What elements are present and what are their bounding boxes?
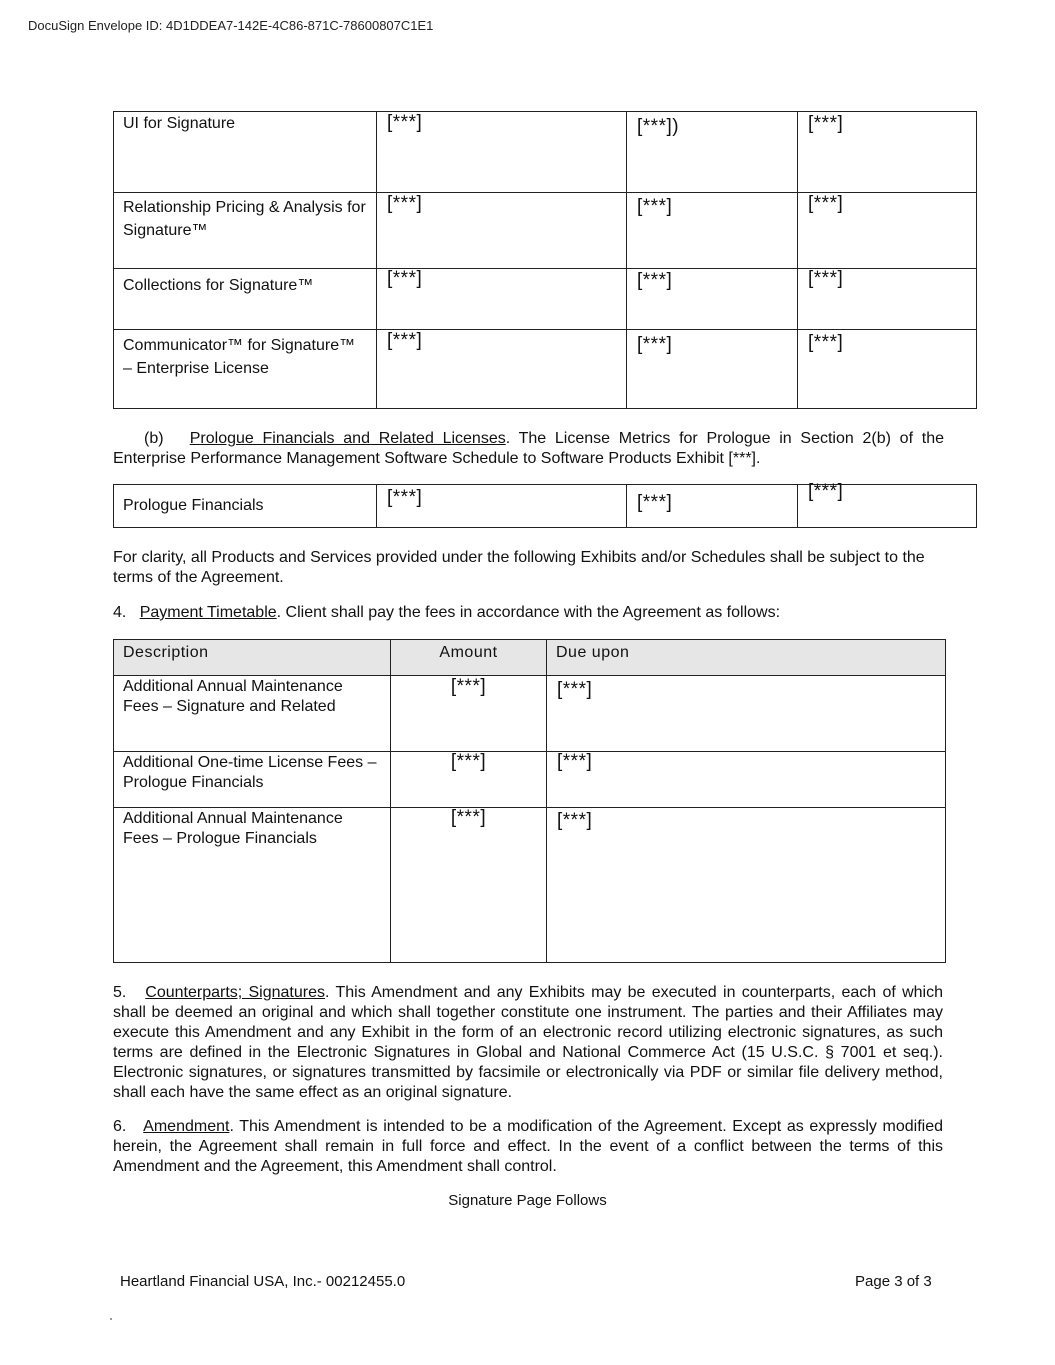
section-6-paragraph bbox=[113, 1117, 943, 1177]
section-4-paragraph bbox=[113, 603, 953, 623]
redacted-value: [***]) bbox=[637, 116, 680, 137]
redacted-value: [***] bbox=[637, 196, 673, 217]
license-table bbox=[113, 111, 977, 409]
product-name: Collections for Signature™ bbox=[123, 277, 314, 294]
redacted-value: [***] bbox=[387, 268, 423, 289]
footer-page-number: Page 3 of 3 bbox=[855, 1273, 932, 1290]
product-name: Prologue Financials bbox=[123, 497, 264, 514]
fee-due: [***] bbox=[557, 679, 593, 700]
section-4-number: 4. bbox=[113, 604, 127, 621]
product-name: Relationship Pricing & Analysis for Signature™ bbox=[123, 199, 366, 239]
redacted-value: [***] bbox=[808, 268, 844, 289]
section-6-number: 6. bbox=[113, 1118, 127, 1135]
section-5-paragraph bbox=[113, 983, 943, 1103]
redacted-value: [***] bbox=[387, 487, 423, 508]
table-row bbox=[114, 485, 977, 528]
redacted-value: [***] bbox=[808, 332, 844, 353]
table-row bbox=[114, 752, 946, 808]
table-row bbox=[114, 112, 977, 193]
redacted-value: [***] bbox=[387, 193, 423, 214]
table-row bbox=[114, 269, 977, 330]
section-6-text: . This Amendment is intended to be a modification of the Agreement. Except as expressly modified herein, the Agreement shall remain in full force and effect. In the event of a conflict between the terms of this Amendment and the Agreement, this Amendment shall control. bbox=[113, 1118, 943, 1175]
section-4-text: . Client shall pay the fees in accordance with the Agreement as follows: bbox=[276, 604, 781, 621]
table-header-row bbox=[114, 640, 946, 676]
section-6-heading: Amendment bbox=[143, 1118, 230, 1135]
clarity-paragraph: For clarity, all Products and Services provided under the following Exhibits and/or Schedules shall be subject to the terms of the Agreement. bbox=[113, 549, 925, 586]
redacted-value: [***] bbox=[387, 112, 423, 133]
redacted-value: [***] bbox=[637, 270, 673, 291]
fee-description: Additional One-time License Fees – Prologue Financials bbox=[123, 754, 377, 791]
section-5-text: . This Amendment and any Exhibits may be executed in counterparts, each of which shall be deemed an original and which shall together constitute one instrument. The parties and their Affiliates may execute this Amendment and any Exhibit in the form of an electronic record utilizing electronic signatures, as such terms are defined in the Electronic Signatures in Global and National Commerce Act (15 U.S.C. § 7001 et seq.). Electronic signatures, or signatures transmitted by facsimile or electronically via PDF or similar file delivery method, shall each have the same effect as an original signature. bbox=[113, 984, 944, 1101]
header-amount: Amount bbox=[439, 644, 498, 661]
table-row bbox=[114, 808, 946, 963]
fee-amount: [***] bbox=[450, 807, 487, 828]
section-b-paragraph bbox=[113, 429, 944, 469]
redacted-value: [***] bbox=[637, 492, 673, 513]
table-row bbox=[114, 330, 977, 409]
product-name: Communicator™ for Signature™ – Enterprise License bbox=[123, 337, 356, 377]
payment-table bbox=[113, 639, 946, 963]
fee-description: Additional Annual Maintenance Fees – Signature and Related bbox=[123, 678, 343, 715]
header-description: Description bbox=[123, 644, 209, 661]
fee-due: [***] bbox=[557, 751, 593, 772]
table-row bbox=[114, 676, 946, 752]
header-due-upon: Due upon bbox=[556, 644, 630, 661]
table-row bbox=[114, 193, 977, 269]
divider bbox=[110, 1318, 112, 1320]
fee-amount: [***] bbox=[450, 751, 487, 772]
fee-due: [***] bbox=[557, 810, 593, 831]
signature-page-follows: Signature Page Follows bbox=[448, 1192, 607, 1209]
redacted-value: [***] bbox=[637, 334, 673, 355]
section-b-heading: Prologue Financials and Related Licenses bbox=[189, 430, 506, 447]
fee-amount: [***] bbox=[450, 676, 487, 697]
section-b-prefix: (b) bbox=[144, 430, 164, 447]
prologue-table bbox=[113, 481, 977, 528]
product-name: UI for Signature bbox=[123, 115, 236, 132]
redacted-value: [***] bbox=[808, 193, 844, 214]
fee-description: Additional Annual Maintenance Fees – Prologue Financials bbox=[123, 810, 343, 847]
section-5-number: 5. bbox=[113, 984, 127, 1001]
section-5-heading: Counterparts; Signatures bbox=[145, 984, 326, 1001]
footer-company: Heartland Financial USA, Inc.- 00212455.0 bbox=[120, 1273, 406, 1290]
redacted-value: [***] bbox=[808, 113, 844, 134]
redacted-value: [***] bbox=[387, 330, 423, 351]
section-4-heading: Payment Timetable bbox=[139, 604, 277, 621]
redacted-value: [***] bbox=[808, 481, 844, 502]
section-b-text: . The License Metrics for Prologue in Section 2(b) of the Enterprise Performance Management Software Schedule to Software Products Exhibit [***]. bbox=[113, 430, 944, 467]
envelope-id: DocuSign Envelope ID: 4D1DDEA7-142E-4C86-871C-78600807C1E1 bbox=[28, 18, 434, 33]
